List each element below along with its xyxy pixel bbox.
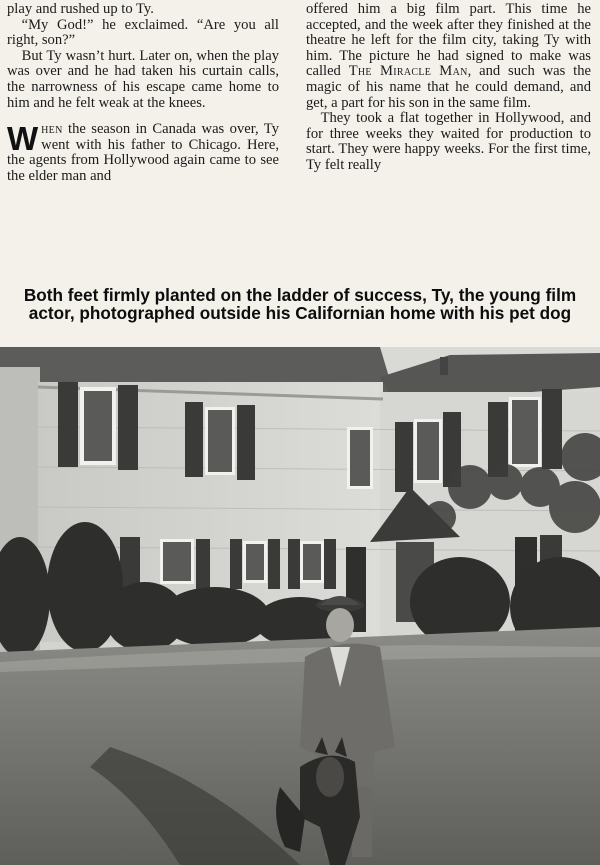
upper-window <box>58 382 138 470</box>
article-paragraph: But Ty wasn’t hurt. Later on, when the play was over and he had taken his curtain calls, the narrowness of his escape came home to him and he felt weak at the knees. <box>7 47 279 111</box>
small-caps-lead: hen <box>41 121 63 138</box>
lower-window <box>288 539 336 589</box>
upper-window <box>185 402 255 480</box>
chimney <box>440 357 448 375</box>
photo-caption: Both feet firmly planted on the ladder of success, Ty, the young film actor, photographed outside his Californian home with his pet dog <box>23 285 577 323</box>
article-text: the season in Canada was over, Ty went with his father to Chicago. Here, the agents from Hollywood again came to see the elder man and <box>7 121 279 184</box>
lower-window <box>230 539 280 589</box>
article-text: , and such was the magic of his name that he could demand, and get, a part for his son in the same film. <box>306 63 591 111</box>
upper-window <box>488 389 562 477</box>
film-title: The Miracle Man <box>348 63 468 80</box>
article-text: offered him a big film part. This time he accepted, and the week after they finished at the theatre he left for the film city, taking Ty with him. The picture he had signed to make was called <box>306 1 591 80</box>
house-photograph <box>0 347 600 865</box>
article-right-column <box>306 2 591 174</box>
article-paragraph: They took a flat together in Hollywood, and for three weeks they waited for production to start. They were happy weeks. For the first time, Ty felt really <box>306 110 591 173</box>
upper-window <box>347 427 373 489</box>
article-paragraph-dropcap <box>7 122 279 184</box>
article-paragraph <box>306 2 591 111</box>
article-left-column <box>7 2 279 185</box>
article-paragraph: “My God!” he exclaimed. “Are you all right, son?” <box>7 16 279 49</box>
drop-cap: W <box>7 120 39 158</box>
article-paragraph: play and rushed up to Ty. <box>7 1 154 17</box>
